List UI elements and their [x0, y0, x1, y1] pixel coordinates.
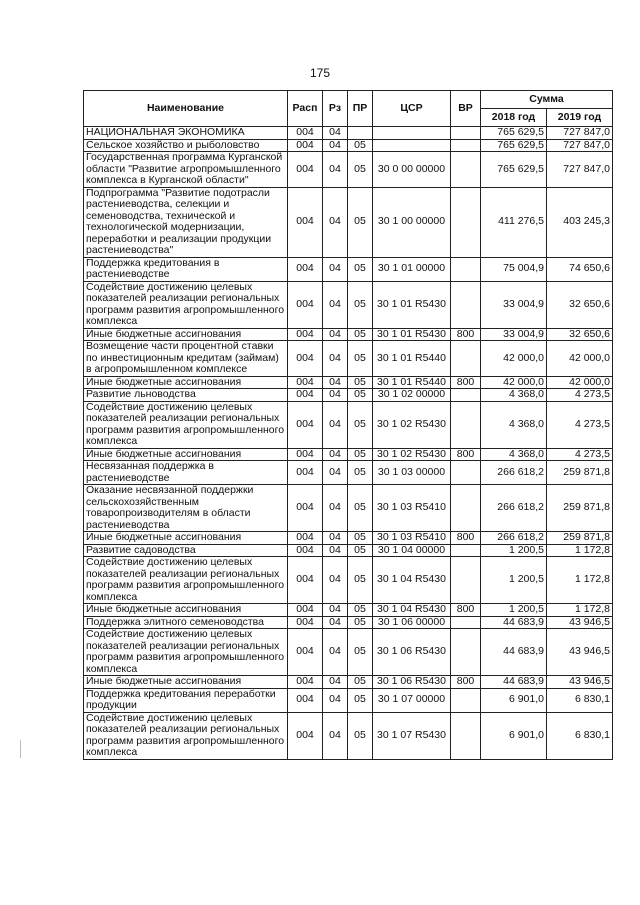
cell-vr	[451, 127, 481, 140]
cell-csr: 30 1 04 R5430	[373, 557, 451, 604]
cell-name: Содействие достижению целевых показателей реализации региональных программ развития агропромышленного комплекса	[84, 401, 288, 448]
cell-y2019: 4 273,5	[547, 389, 613, 402]
cell-y2018: 4 368,0	[481, 448, 547, 461]
cell-name: Подпрограмма "Развитие подотрасли растениеводства, селекции и семеноводства, технической и технологической модернизации, переработки и реализации продукции растениеводства"	[84, 187, 288, 257]
cell-rz: 04	[323, 341, 348, 377]
cell-y2018: 33 004,9	[481, 328, 547, 341]
cell-y2019: 403 245,3	[547, 187, 613, 257]
cell-csr: 30 1 01 00000	[373, 257, 451, 281]
table-row	[84, 139, 613, 152]
cell-rasp: 004	[288, 341, 323, 377]
cell-y2019: 6 830,1	[547, 712, 613, 759]
cell-rz: 04	[323, 629, 348, 676]
cell-y2018: 266 618,2	[481, 461, 547, 485]
header-rz: Рз	[323, 91, 348, 127]
cell-y2018: 765 629,5	[481, 127, 547, 140]
cell-pr: 05	[348, 557, 373, 604]
cell-vr	[451, 257, 481, 281]
cell-name: Государственная программа Курганской области "Развитие агропромышленного комплекса в Курганской области"	[84, 152, 288, 188]
cell-y2019: 1 172,8	[547, 544, 613, 557]
cell-rz: 04	[323, 712, 348, 759]
header-2019: 2019 год	[547, 109, 613, 127]
cell-rasp: 004	[288, 281, 323, 328]
cell-name: Иные бюджетные ассигнования	[84, 448, 288, 461]
budget-table	[83, 90, 613, 760]
cell-rz: 04	[323, 448, 348, 461]
cell-rasp: 004	[288, 688, 323, 712]
table-row	[84, 604, 613, 617]
table-row	[84, 629, 613, 676]
cell-csr: 30 1 01 R5430	[373, 281, 451, 328]
cell-csr: 30 1 06 00000	[373, 616, 451, 629]
cell-y2018: 44 683,9	[481, 629, 547, 676]
table-row	[84, 616, 613, 629]
cell-rz: 04	[323, 616, 348, 629]
table-header	[84, 91, 613, 127]
cell-rasp: 004	[288, 712, 323, 759]
cell-vr	[451, 712, 481, 759]
table-row	[84, 401, 613, 448]
cell-y2019: 32 650,6	[547, 281, 613, 328]
table-row	[84, 676, 613, 689]
table-row	[84, 688, 613, 712]
cell-name: Иные бюджетные ассигнования	[84, 328, 288, 341]
table-row	[84, 376, 613, 389]
cell-csr: 30 1 02 R5430	[373, 448, 451, 461]
cell-rasp: 004	[288, 328, 323, 341]
cell-rz: 04	[323, 257, 348, 281]
cell-y2019: 6 830,1	[547, 688, 613, 712]
cell-name: Иные бюджетные ассигнования	[84, 376, 288, 389]
cell-csr: 30 1 01 R5440	[373, 376, 451, 389]
cell-rz: 04	[323, 401, 348, 448]
table-row	[84, 281, 613, 328]
cell-y2018: 4 368,0	[481, 389, 547, 402]
cell-csr: 30 1 06 R5430	[373, 676, 451, 689]
cell-name: Развитие льноводства	[84, 389, 288, 402]
cell-csr: 30 1 07 R5430	[373, 712, 451, 759]
cell-csr: 30 0 00 00000	[373, 152, 451, 188]
table-body	[84, 127, 613, 760]
cell-name: Поддержка кредитования в растениеводстве	[84, 257, 288, 281]
cell-y2018: 765 629,5	[481, 152, 547, 188]
cell-vr	[451, 557, 481, 604]
cell-vr	[451, 281, 481, 328]
cell-y2019: 727 847,0	[547, 127, 613, 140]
cell-pr	[348, 127, 373, 140]
cell-vr	[451, 341, 481, 377]
table-row	[84, 448, 613, 461]
table-row	[84, 557, 613, 604]
cell-rasp: 004	[288, 629, 323, 676]
cell-rz: 04	[323, 139, 348, 152]
cell-y2019: 42 000,0	[547, 376, 613, 389]
cell-y2018: 6 901,0	[481, 712, 547, 759]
cell-y2018: 266 618,2	[481, 485, 547, 532]
cell-rz: 04	[323, 532, 348, 545]
cell-y2018: 75 004,9	[481, 257, 547, 281]
cell-rz: 04	[323, 187, 348, 257]
cell-pr: 05	[348, 152, 373, 188]
cell-y2019: 259 871,8	[547, 532, 613, 545]
cell-pr: 05	[348, 281, 373, 328]
cell-vr	[451, 401, 481, 448]
cell-rz: 04	[323, 376, 348, 389]
cell-pr: 05	[348, 341, 373, 377]
cell-vr	[451, 152, 481, 188]
header-csr: ЦСР	[373, 91, 451, 127]
cell-name: Поддержка элитного семеноводства	[84, 616, 288, 629]
cell-csr: 30 1 04 00000	[373, 544, 451, 557]
cell-pr: 05	[348, 629, 373, 676]
cell-vr	[451, 485, 481, 532]
table-row	[84, 328, 613, 341]
cell-y2019: 74 650,6	[547, 257, 613, 281]
cell-pr: 05	[348, 448, 373, 461]
table-row	[84, 544, 613, 557]
cell-rasp: 004	[288, 676, 323, 689]
cell-y2019: 43 946,5	[547, 616, 613, 629]
cell-y2018: 1 200,5	[481, 544, 547, 557]
cell-y2018: 1 200,5	[481, 557, 547, 604]
cell-y2018: 33 004,9	[481, 281, 547, 328]
cell-name: Иные бюджетные ассигнования	[84, 532, 288, 545]
cell-name: Оказание несвязанной поддержки сельскохозяйственным товаропроизводителям в области растениеводства	[84, 485, 288, 532]
cell-y2018: 4 368,0	[481, 401, 547, 448]
margin-mark	[20, 740, 21, 758]
cell-rz: 04	[323, 389, 348, 402]
cell-y2019: 42 000,0	[547, 341, 613, 377]
table-row	[84, 461, 613, 485]
cell-csr: 30 1 02 R5430	[373, 401, 451, 448]
cell-rz: 04	[323, 281, 348, 328]
cell-vr: 800	[451, 532, 481, 545]
cell-rasp: 004	[288, 152, 323, 188]
cell-pr: 05	[348, 544, 373, 557]
cell-pr: 05	[348, 532, 373, 545]
cell-name: Несвязанная поддержка в растениеводстве	[84, 461, 288, 485]
cell-pr: 05	[348, 187, 373, 257]
cell-csr: 30 1 03 00000	[373, 461, 451, 485]
cell-name: Содействие достижению целевых показателей реализации региональных программ развития агропромышленного комплекса	[84, 712, 288, 759]
cell-rz: 04	[323, 328, 348, 341]
cell-vr	[451, 187, 481, 257]
cell-rasp: 004	[288, 557, 323, 604]
cell-vr	[451, 461, 481, 485]
cell-rasp: 004	[288, 461, 323, 485]
cell-y2019: 727 847,0	[547, 152, 613, 188]
cell-csr: 30 1 01 R5440	[373, 341, 451, 377]
cell-y2019: 727 847,0	[547, 139, 613, 152]
cell-pr: 05	[348, 616, 373, 629]
cell-y2019: 43 946,5	[547, 629, 613, 676]
cell-vr: 800	[451, 376, 481, 389]
table-row	[84, 127, 613, 140]
table-row	[84, 532, 613, 545]
cell-csr: 30 1 02 00000	[373, 389, 451, 402]
cell-pr: 05	[348, 328, 373, 341]
cell-y2018: 765 629,5	[481, 139, 547, 152]
cell-vr	[451, 139, 481, 152]
table-row	[84, 257, 613, 281]
cell-y2018: 411 276,5	[481, 187, 547, 257]
cell-y2018: 1 200,5	[481, 604, 547, 617]
cell-pr: 05	[348, 257, 373, 281]
cell-rasp: 004	[288, 616, 323, 629]
table-row	[84, 152, 613, 188]
cell-rasp: 004	[288, 604, 323, 617]
cell-rasp: 004	[288, 376, 323, 389]
header-rasp: Расп	[288, 91, 323, 127]
cell-rasp: 004	[288, 257, 323, 281]
cell-rz: 04	[323, 544, 348, 557]
cell-vr	[451, 688, 481, 712]
cell-y2019: 32 650,6	[547, 328, 613, 341]
header-2018: 2018 год	[481, 109, 547, 127]
cell-vr: 800	[451, 448, 481, 461]
cell-name: Иные бюджетные ассигнования	[84, 676, 288, 689]
cell-name: НАЦИОНАЛЬНАЯ ЭКОНОМИКА	[84, 127, 288, 140]
cell-y2018: 44 683,9	[481, 676, 547, 689]
cell-y2019: 1 172,8	[547, 557, 613, 604]
cell-y2018: 266 618,2	[481, 532, 547, 545]
cell-y2018: 42 000,0	[481, 376, 547, 389]
cell-vr: 800	[451, 676, 481, 689]
table-row	[84, 712, 613, 759]
cell-vr: 800	[451, 328, 481, 341]
cell-pr: 05	[348, 485, 373, 532]
cell-pr: 05	[348, 401, 373, 448]
header-pr: ПР	[348, 91, 373, 127]
cell-y2018: 6 901,0	[481, 688, 547, 712]
cell-rz: 04	[323, 127, 348, 140]
cell-rasp: 004	[288, 389, 323, 402]
cell-vr	[451, 629, 481, 676]
cell-csr: 30 1 04 R5430	[373, 604, 451, 617]
table-row	[84, 187, 613, 257]
cell-rasp: 004	[288, 187, 323, 257]
cell-csr	[373, 139, 451, 152]
cell-pr: 05	[348, 676, 373, 689]
cell-vr	[451, 389, 481, 402]
cell-y2019: 259 871,8	[547, 461, 613, 485]
cell-name: Содействие достижению целевых показателей реализации региональных программ развития агропромышленного комплекса	[84, 629, 288, 676]
cell-rz: 04	[323, 461, 348, 485]
cell-rasp: 004	[288, 448, 323, 461]
cell-name: Возмещение части процентной ставки по инвестиционным кредитам (займам) в агропромышленном комплексе	[84, 341, 288, 377]
cell-rz: 04	[323, 152, 348, 188]
cell-rasp: 004	[288, 139, 323, 152]
cell-y2018: 44 683,9	[481, 616, 547, 629]
cell-pr: 05	[348, 688, 373, 712]
cell-y2019: 43 946,5	[547, 676, 613, 689]
cell-pr: 05	[348, 139, 373, 152]
cell-vr: 800	[451, 604, 481, 617]
cell-name: Сельское хозяйство и рыболовство	[84, 139, 288, 152]
header-name: Наименование	[84, 91, 288, 127]
cell-name: Содействие достижению целевых показателей реализации региональных программ развития агропромышленного комплекса	[84, 557, 288, 604]
cell-y2019: 1 172,8	[547, 604, 613, 617]
cell-rz: 04	[323, 485, 348, 532]
cell-y2018: 42 000,0	[481, 341, 547, 377]
cell-rz: 04	[323, 688, 348, 712]
cell-vr	[451, 616, 481, 629]
cell-csr: 30 1 01 R5430	[373, 328, 451, 341]
cell-name: Иные бюджетные ассигнования	[84, 604, 288, 617]
page-number: 175	[309, 66, 331, 80]
cell-y2019: 259 871,8	[547, 485, 613, 532]
cell-rasp: 004	[288, 401, 323, 448]
cell-rz: 04	[323, 676, 348, 689]
cell-rz: 04	[323, 604, 348, 617]
cell-pr: 05	[348, 712, 373, 759]
cell-rasp: 004	[288, 485, 323, 532]
cell-rasp: 004	[288, 127, 323, 140]
cell-rasp: 004	[288, 544, 323, 557]
cell-rz: 04	[323, 557, 348, 604]
cell-rasp: 004	[288, 532, 323, 545]
table-row	[84, 485, 613, 532]
cell-csr: 30 1 00 00000	[373, 187, 451, 257]
cell-y2019: 4 273,5	[547, 401, 613, 448]
table-row	[84, 389, 613, 402]
cell-name: Поддержка кредитования переработки продукции	[84, 688, 288, 712]
cell-csr: 30 1 03 R5410	[373, 485, 451, 532]
header-sum: Сумма	[481, 91, 613, 109]
cell-csr: 30 1 06 R5430	[373, 629, 451, 676]
header-vr: ВР	[451, 91, 481, 127]
cell-name: Развитие садоводства	[84, 544, 288, 557]
cell-csr: 30 1 07 00000	[373, 688, 451, 712]
table-row	[84, 341, 613, 377]
cell-pr: 05	[348, 604, 373, 617]
cell-pr: 05	[348, 461, 373, 485]
cell-name: Содействие достижению целевых показателей реализации региональных программ развития агропромышленного комплекса	[84, 281, 288, 328]
cell-pr: 05	[348, 376, 373, 389]
cell-csr	[373, 127, 451, 140]
cell-y2019: 4 273,5	[547, 448, 613, 461]
cell-vr	[451, 544, 481, 557]
cell-pr: 05	[348, 389, 373, 402]
cell-csr: 30 1 03 R5410	[373, 532, 451, 545]
